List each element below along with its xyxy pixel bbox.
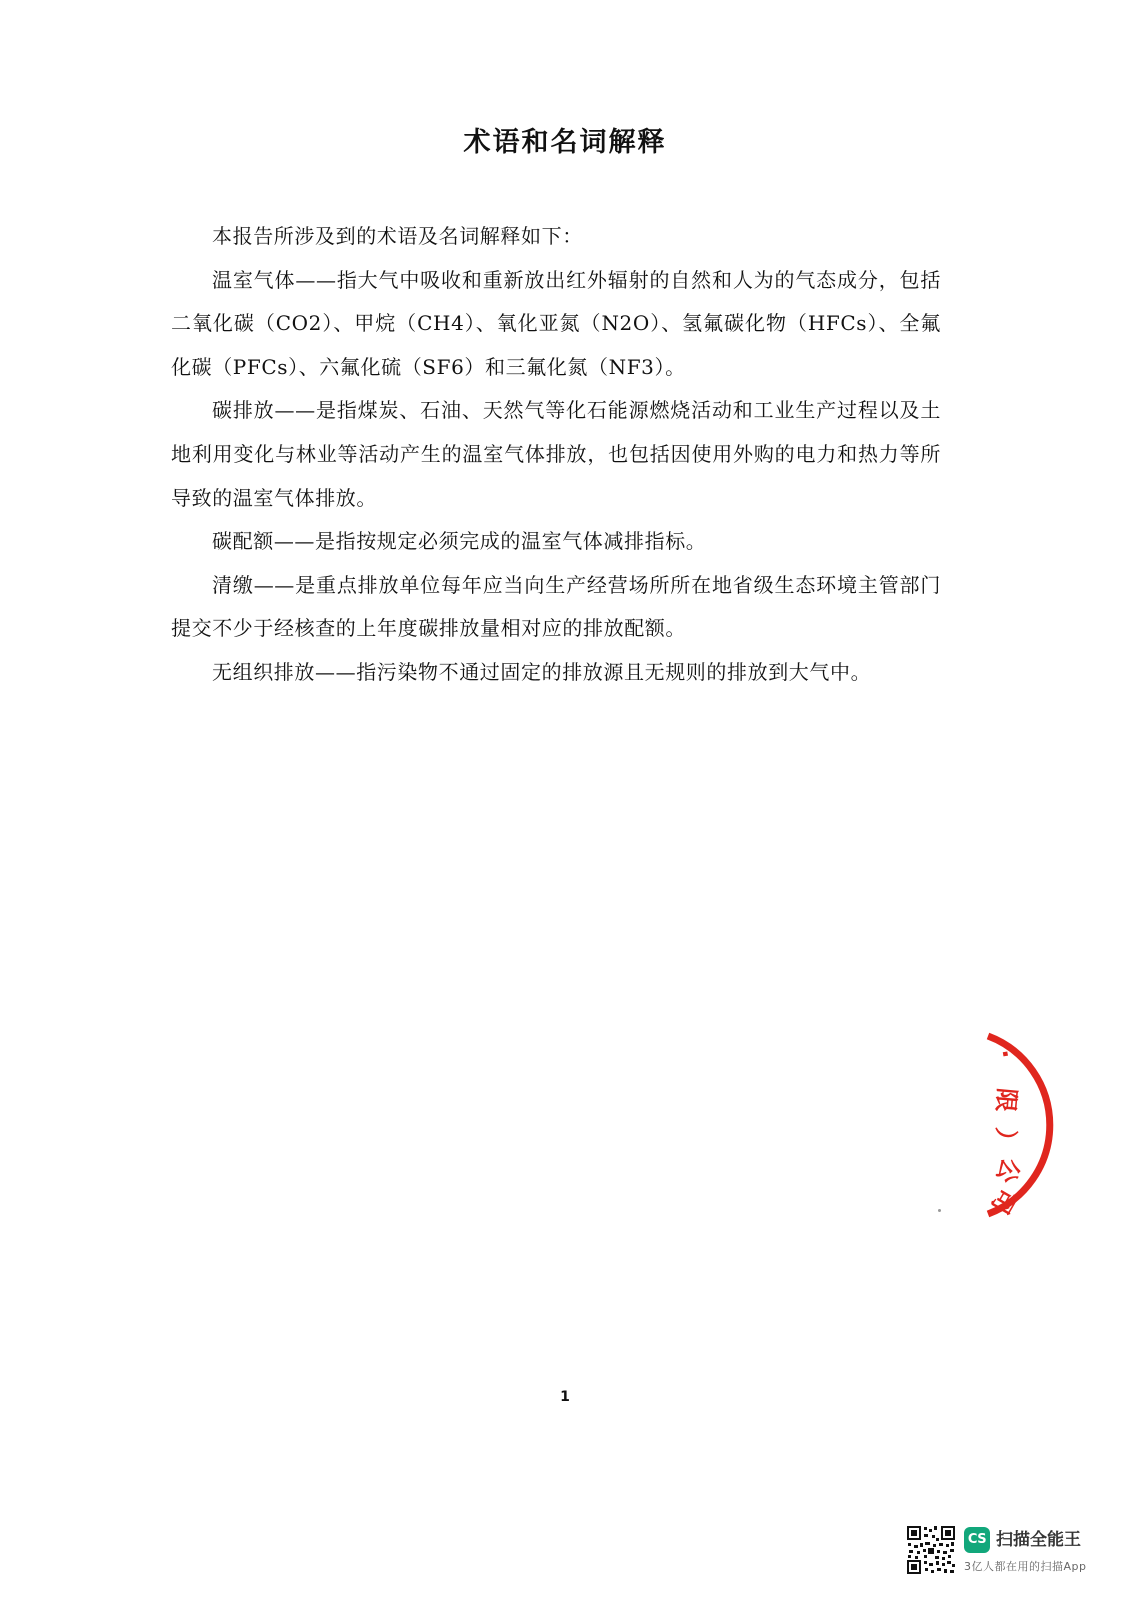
definition-text: ——是指按规定必须完成的温室气体减排指标。 <box>273 529 707 554</box>
svg-text:司: 司 <box>985 1183 1022 1219</box>
definition-term: 碳排放 <box>212 398 275 423</box>
svg-text:）: ） <box>988 1125 1020 1155</box>
definition-text: ——指污染物不通过固定的排放源且无规则的排放到大气中。 <box>315 659 872 684</box>
definition-term: 清缴 <box>212 572 254 597</box>
definition-settlement <box>171 564 941 651</box>
definition-text: ——是重点排放单位每年应当向生产经营场所所在地省级生态环境主管部门提交不少于经核查的上年度碳排放量相对应的排放配额。 <box>171 572 941 641</box>
svg-text:公: 公 <box>990 1154 1026 1187</box>
camscanner-logo-icon: CS <box>964 1527 990 1553</box>
scanner-app-name: 扫描全能王 <box>996 1530 1081 1550</box>
definition-term: 碳配额 <box>212 529 274 554</box>
scanner-watermark <box>906 1525 1106 1585</box>
definition-term: 温室气体 <box>212 267 296 292</box>
scanner-app-tagline: 3亿人都在用的扫描App <box>964 1560 1087 1573</box>
definition-fugitive-emission <box>171 651 941 695</box>
definition-text: ——指大气中吸收和重新放出红外辐射的自然和人为的气态成分，包括二氧化碳（CO2）、甲烷（CH4）、氧化亚氮（N2O）、氢氟碳化物（HFCs）、全氟化碳（PFCs）、六氟化硫（SF6）和三氟化氮（NF3）。 <box>171 267 941 379</box>
qr-code-icon <box>906 1525 956 1575</box>
definition-carbon-quota <box>171 520 941 564</box>
definition-text: ——是指煤炭、石油、天然气等化石能源燃烧活动和工业生产过程以及土地利用变化与林业等活动产生的温室气体排放，也包括因使用外购的电力和热力等所导致的温室气体排放。 <box>171 398 941 510</box>
paragraph-text: 本报告所涉及到的术语及名词解释如下： <box>212 224 583 248</box>
svg-text:·: · <box>990 1047 1020 1061</box>
definition-term: 无组织排放 <box>212 659 315 684</box>
intro-paragraph <box>171 215 941 259</box>
page-title: 术语和名词解释 <box>463 127 667 158</box>
scan-artifact-dot <box>938 1209 941 1212</box>
company-seal-stamp <box>980 1030 1080 1220</box>
document-body <box>171 215 941 695</box>
svg-text:限: 限 <box>991 1086 1021 1114</box>
definition-carbon-emission <box>171 389 941 520</box>
page-number: 1 <box>560 1389 570 1405</box>
definition-greenhouse-gas <box>171 259 941 390</box>
